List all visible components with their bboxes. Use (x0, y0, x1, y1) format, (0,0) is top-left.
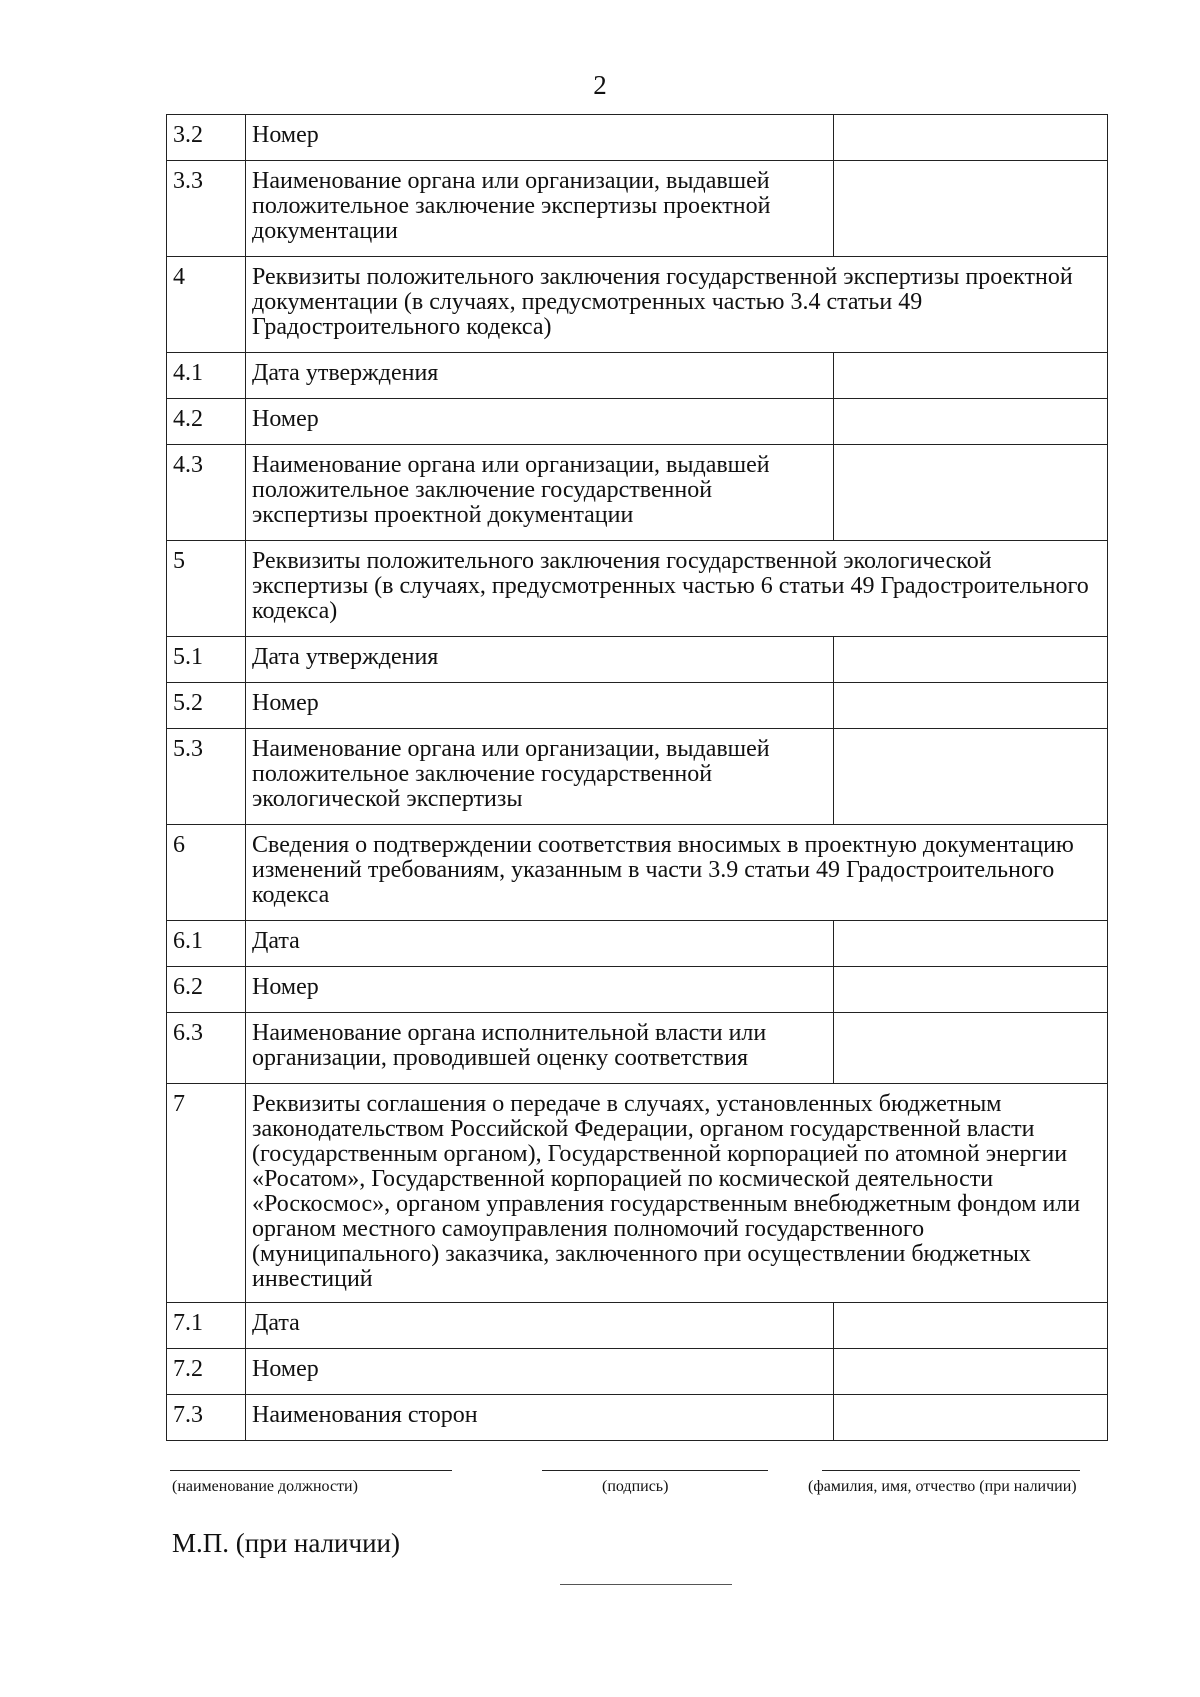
row-number: 6 (167, 825, 246, 921)
row-number: 7 (167, 1084, 246, 1303)
table-row (167, 353, 1108, 399)
row-label: Номер (246, 683, 834, 729)
row-number: 3.3 (167, 161, 246, 257)
table-row (167, 257, 1108, 353)
row-label: Наименование органа или организации, выдавшей положительное заключение экспертизы проектной документации (246, 161, 834, 257)
table-row (167, 1084, 1108, 1303)
table-row (167, 637, 1108, 683)
row-number: 5 (167, 541, 246, 637)
row-number: 4.1 (167, 353, 246, 399)
position-caption: (наименование должности) (172, 1478, 358, 1495)
table-row (167, 1303, 1108, 1349)
table-row (167, 967, 1108, 1013)
table-row (167, 1349, 1108, 1395)
row-value-field[interactable] (834, 921, 1108, 967)
row-value-field[interactable] (834, 683, 1108, 729)
page-number: 2 (593, 70, 607, 100)
table-row (167, 921, 1108, 967)
table-row (167, 115, 1108, 161)
form-table (166, 114, 1108, 1441)
signature-block (166, 1470, 1126, 1510)
table-row (167, 729, 1108, 825)
table-row (167, 683, 1108, 729)
row-value-field[interactable] (834, 115, 1108, 161)
row-label: Реквизиты положительного заключения государственной экспертизы проектной документации (в случаях, предусмотренных частью 3.4 статьи 49 Градостроительного кодекса) (246, 257, 1108, 353)
end-of-document-line (560, 1584, 732, 1585)
row-value-field[interactable] (834, 399, 1108, 445)
table-row (167, 541, 1108, 637)
row-label: Дата (246, 1303, 834, 1349)
row-number: 7.2 (167, 1349, 246, 1395)
form-table-body (167, 115, 1108, 1441)
row-value-field[interactable] (834, 445, 1108, 541)
row-number: 5.1 (167, 637, 246, 683)
row-value-field[interactable] (834, 1395, 1108, 1441)
position-signature-line[interactable] (170, 1470, 452, 1471)
full-name-caption: (фамилия, имя, отчество (при наличии) (808, 1478, 1077, 1495)
row-number: 6.1 (167, 921, 246, 967)
row-number: 5.2 (167, 683, 246, 729)
row-value-field[interactable] (834, 353, 1108, 399)
row-number: 7.1 (167, 1303, 246, 1349)
row-label: Сведения о подтверждении соответствия вносимых в проектную документацию изменений требованиям, указанным в части 3.9 статьи 49 Градостроительного кодекса (246, 825, 1108, 921)
row-label: Реквизиты соглашения о передаче в случаях, установленных бюджетным законодательством Российской Федерации, органом государственной власти (государственным органом), Государственной корпорацией по атомной энергии «Росатом», Государственной корпорацией по космической деятельности «Роскосмос», органом управления государственным внебюджетным фондом или органом местного самоуправления полномочий государственного (муниципального) заказчика, заключенного при осуществлении бюджетных инвестиций (246, 1084, 1108, 1303)
row-label: Наименования сторон (246, 1395, 834, 1441)
stamp-label: М.П. (при наличии) (172, 1528, 400, 1558)
row-number: 7.3 (167, 1395, 246, 1441)
row-label: Дата утверждения (246, 353, 834, 399)
row-label: Дата (246, 921, 834, 967)
row-number: 5.3 (167, 729, 246, 825)
row-number: 4 (167, 257, 246, 353)
row-label: Наименование органа исполнительной власти или организации, проводившей оценку соответствия (246, 1013, 834, 1084)
row-label: Наименование органа или организации, выдавшей положительное заключение государственной экспертизы проектной документации (246, 445, 834, 541)
row-label: Номер (246, 115, 834, 161)
table-row (167, 445, 1108, 541)
row-value-field[interactable] (834, 161, 1108, 257)
row-value-field[interactable] (834, 1303, 1108, 1349)
row-value-field[interactable] (834, 729, 1108, 825)
row-value-field[interactable] (834, 637, 1108, 683)
row-number: 6.3 (167, 1013, 246, 1084)
table-row (167, 1395, 1108, 1441)
table-row (167, 1013, 1108, 1084)
row-value-field[interactable] (834, 1013, 1108, 1084)
row-value-field[interactable] (834, 967, 1108, 1013)
full-name-signature-line[interactable] (822, 1470, 1080, 1471)
row-label: Реквизиты положительного заключения государственной экологической экспертизы (в случаях, предусмотренных частью 6 статьи 49 Градостроительного кодекса) (246, 541, 1108, 637)
row-number: 3.2 (167, 115, 246, 161)
row-label: Наименование органа или организации, выдавшей положительное заключение государственной экологической экспертизы (246, 729, 834, 825)
row-number: 4.2 (167, 399, 246, 445)
table-row (167, 825, 1108, 921)
row-number: 4.3 (167, 445, 246, 541)
signature-caption: (подпись) (602, 1478, 669, 1495)
row-value-field[interactable] (834, 1349, 1108, 1395)
table-row (167, 399, 1108, 445)
row-label: Номер (246, 1349, 834, 1395)
row-label: Номер (246, 399, 834, 445)
signature-line[interactable] (542, 1470, 768, 1471)
table-row (167, 161, 1108, 257)
row-number: 6.2 (167, 967, 246, 1013)
row-label: Номер (246, 967, 834, 1013)
row-label: Дата утверждения (246, 637, 834, 683)
